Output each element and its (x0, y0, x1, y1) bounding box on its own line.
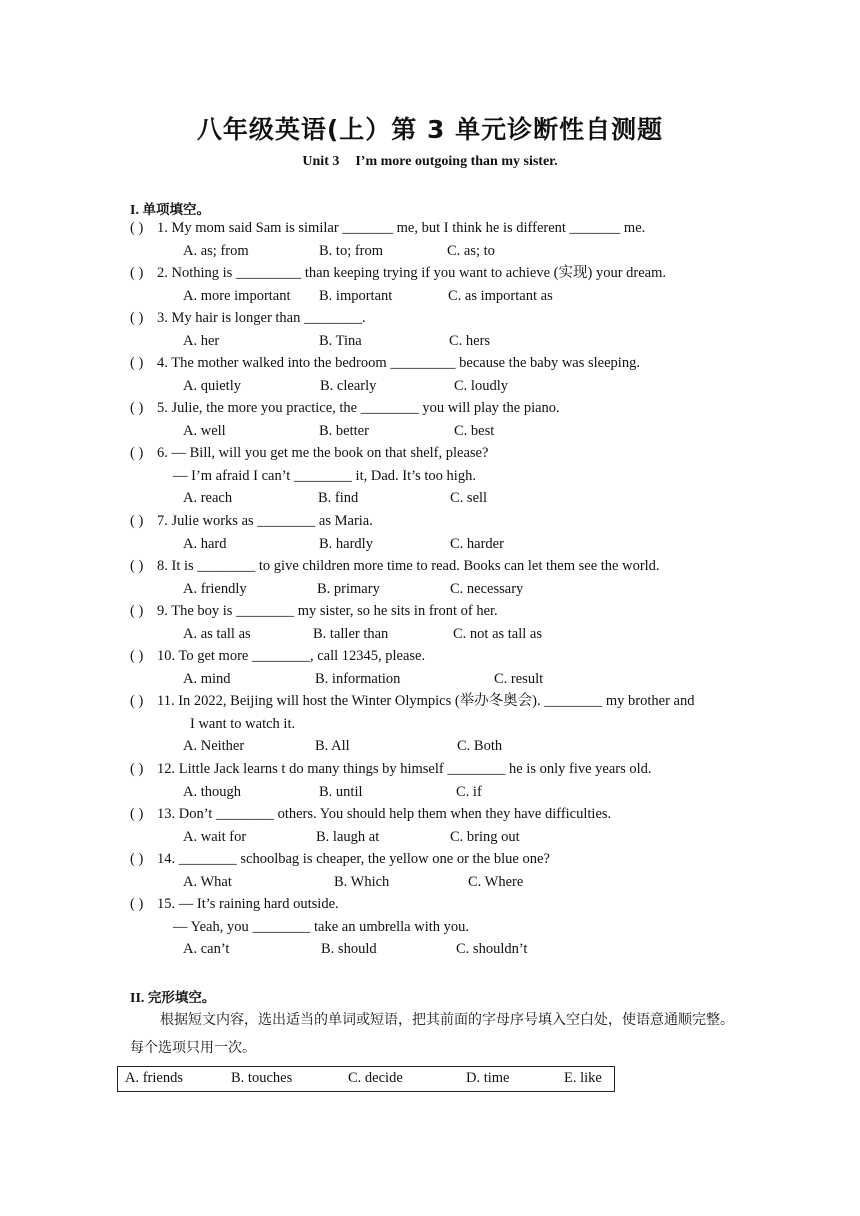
answer-paren: ( ) (130, 513, 144, 529)
option-c: C. Both (457, 738, 503, 755)
option-b: B. primary (317, 580, 380, 597)
option-a: A. Neither (183, 738, 245, 755)
question-9 (130, 600, 750, 645)
question-12 (130, 758, 750, 803)
question-2 (130, 262, 750, 307)
option-a: A. can’t (183, 941, 230, 958)
option-b: B. hardly (319, 535, 373, 552)
option-c: C. not as tall as (453, 625, 543, 642)
option-b: B. clearly (320, 377, 377, 394)
question-stem: 2. Nothing is _________ than keeping trying if you want to achieve (实现) your dream. (157, 265, 667, 281)
option-a: A. as; from (183, 242, 249, 259)
page-subtitle (0, 154, 860, 170)
unit-label: Unit 3 (302, 154, 340, 169)
question-1 (130, 217, 750, 262)
answer-paren: ( ) (130, 603, 144, 619)
word-option-a: A. friends (125, 1070, 183, 1086)
option-c: C. hers (449, 332, 491, 349)
page-title: 八年级英语(上）第 3 单元诊断性自测题 (196, 115, 664, 144)
section-1-heading: I. 单项填空。 (130, 202, 210, 218)
option-b: B. information (315, 670, 401, 687)
question-stem: 11. In 2022, Beijing will host the Winter Olympics (举办冬奥会). ________ my brother and (157, 693, 695, 709)
option-b: B. All (315, 738, 350, 755)
option-b: B. better (319, 422, 369, 439)
question-stem: 8. It is ________ to give children more time to read. Books can let them see the world. (157, 558, 660, 574)
option-b: B. taller than (313, 625, 389, 642)
question-stem: 7. Julie works as ________ as Maria. (157, 513, 373, 529)
option-b: B. laugh at (316, 828, 380, 845)
section-2-heading: II. 完形填空。 (130, 990, 216, 1006)
word-option-c: C. decide (348, 1070, 403, 1086)
answer-paren: ( ) (130, 761, 144, 777)
question-stem: 5. Julie, the more you practice, the ________ you will play the piano. (157, 400, 560, 416)
question-continuation: — I’m afraid I can’t ________ it, Dad. It’s too high. (173, 467, 476, 484)
answer-paren: ( ) (130, 693, 144, 709)
question-8 (130, 555, 750, 600)
answer-paren: ( ) (130, 355, 144, 371)
option-c: C. bring out (450, 828, 520, 845)
option-c: C. Where (468, 873, 524, 890)
word-option-b: B. touches (231, 1070, 293, 1086)
option-b: B. important (319, 287, 393, 304)
option-a: A. mind (183, 670, 231, 687)
question-stem: 15. — It’s raining hard outside. (157, 896, 339, 912)
word-bank-box (117, 1066, 615, 1092)
answer-paren: ( ) (130, 558, 144, 574)
option-b: B. Which (334, 873, 390, 890)
question-3 (130, 307, 750, 352)
option-a: A. though (183, 783, 241, 800)
answer-paren: ( ) (130, 648, 144, 664)
question-4 (130, 352, 750, 397)
question-stem: 4. The mother walked into the bedroom _________ because the baby was sleeping. (157, 355, 640, 371)
question-10 (130, 645, 750, 690)
answer-paren: ( ) (130, 265, 144, 281)
question-stem: 1. My mom said Sam is similar _______ me, but I think he is different _______ me. (157, 220, 646, 236)
option-a: A. reach (183, 490, 233, 507)
option-c: C. loudly (454, 377, 508, 394)
question-stem: 3. My hair is longer than ________. (157, 310, 366, 326)
option-a: A. What (183, 873, 232, 890)
option-c: C. shouldn’t (456, 941, 528, 958)
answer-paren: ( ) (130, 896, 144, 912)
option-a: A. her (183, 332, 220, 349)
question-5 (130, 397, 750, 442)
question-6 (130, 442, 750, 510)
question-continuation: I want to watch it. (190, 715, 296, 732)
option-b: B. to; from (319, 242, 384, 259)
question-11 (130, 690, 750, 758)
option-c: C. harder (450, 535, 504, 552)
option-a: A. quietly (183, 377, 241, 394)
option-c: C. necessary (450, 580, 524, 597)
option-c: C. as; to (447, 242, 495, 259)
question-stem: 10. To get more ________, call 12345, please. (157, 648, 426, 664)
answer-paren: ( ) (130, 445, 144, 461)
answer-paren: ( ) (130, 400, 144, 416)
question-stem: 12. Little Jack learns t do many things by himself ________ he is only five years old. (157, 761, 652, 777)
question-13 (130, 803, 750, 848)
option-a: A. more important (183, 287, 291, 304)
question-7 (130, 510, 750, 555)
option-c: C. as important as (448, 287, 553, 304)
answer-paren: ( ) (130, 806, 144, 822)
unit-title: I’m more outgoing than my sister. (355, 154, 558, 169)
option-b: B. find (318, 490, 359, 507)
question-stem: 13. Don’t ________ others. You should help them when they have difficulties. (157, 806, 612, 822)
question-continuation: — Yeah, you ________ take an umbrella with you. (173, 918, 470, 935)
option-a: A. hard (183, 535, 227, 552)
option-c: C. if (456, 783, 482, 800)
question-stem: 14. ________ schoolbag is cheaper, the yellow one or the blue one? (157, 851, 550, 867)
option-b: B. until (319, 783, 363, 800)
word-option-e: E. like (564, 1070, 602, 1086)
answer-paren: ( ) (130, 851, 144, 867)
section-2-instructions: 根据短文内容，选出适当的单词或短语，把其前面的字母序号填入空白处，使语意通顺完整。每个选项只用一次。 (130, 1012, 734, 1056)
option-a: A. as tall as (183, 625, 251, 642)
word-option-d: D. time (466, 1070, 510, 1086)
option-a: A. friendly (183, 580, 247, 597)
option-c: C. sell (450, 490, 488, 507)
question-stem: 6. — Bill, will you get me the book on that shelf, please? (157, 445, 489, 461)
option-c: C. best (454, 422, 495, 439)
option-b: B. should (321, 941, 377, 958)
option-a: A. well (183, 422, 226, 439)
option-a: A. wait for (183, 828, 247, 845)
question-15 (130, 893, 750, 961)
question-14 (130, 848, 750, 893)
option-c: C. result (494, 670, 544, 687)
answer-paren: ( ) (130, 220, 144, 236)
question-stem: 9. The boy is ________ my sister, so he sits in front of her. (157, 603, 498, 619)
answer-paren: ( ) (130, 310, 144, 326)
option-b: B. Tina (319, 332, 362, 349)
